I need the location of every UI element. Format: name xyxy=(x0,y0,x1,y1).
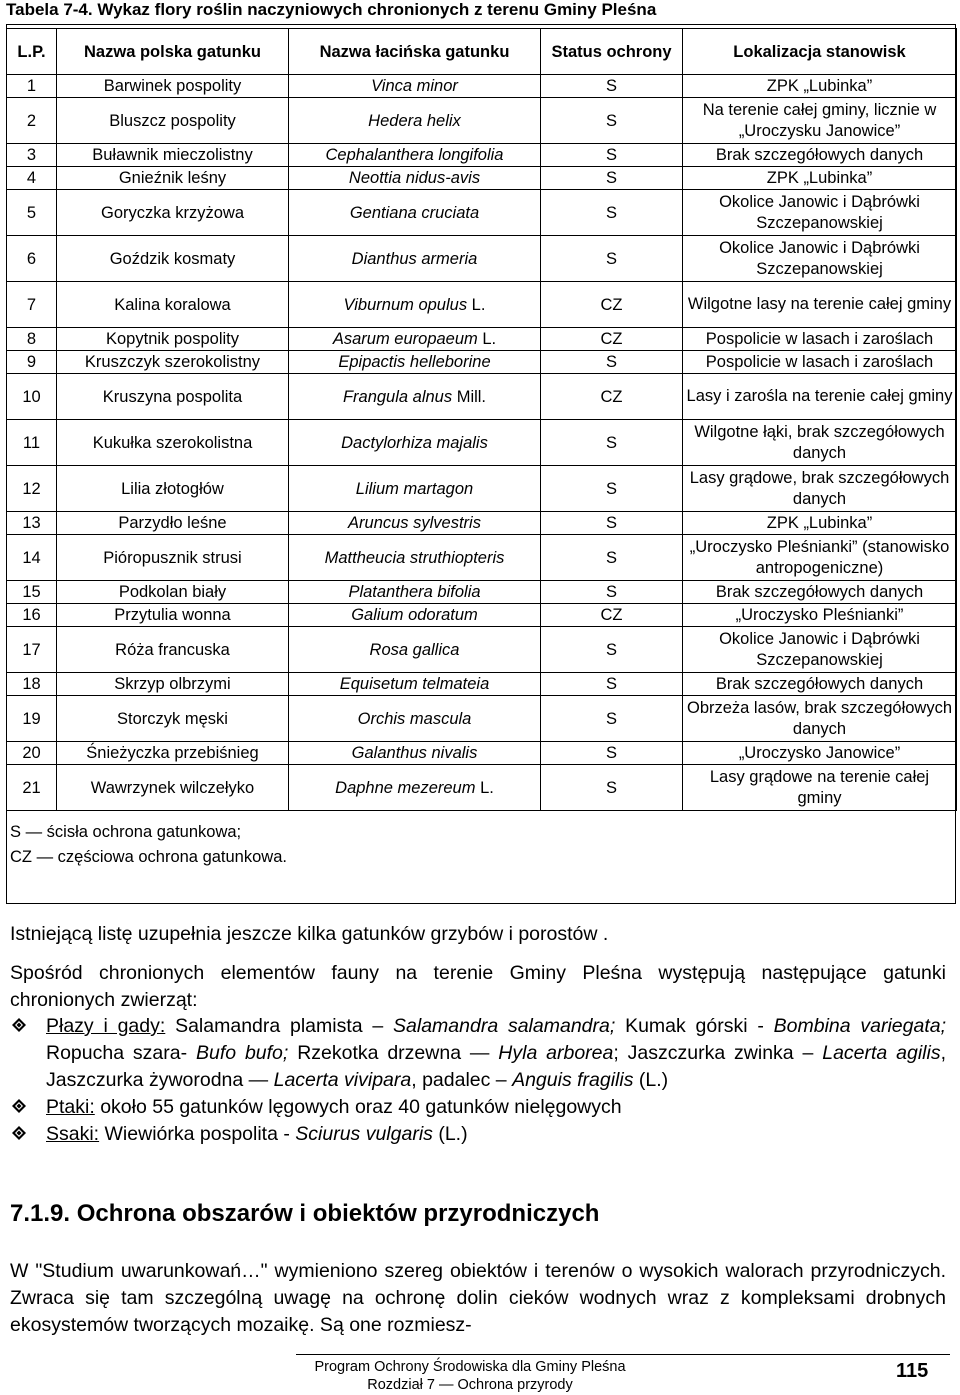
header-polish-name: Nazwa polska gatunku xyxy=(57,29,289,75)
latin-name-text: Aruncus sylvestris xyxy=(348,514,481,532)
latin-name-text: Platanthera bifolia xyxy=(348,583,481,601)
cell-polish-name: Skrzyp olbrzymi xyxy=(57,673,289,696)
mammals-label: Ssaki: xyxy=(46,1123,100,1145)
fauna-text: , Jaszczurka żyworodna — xyxy=(46,1042,946,1091)
cell-location: Brak szczegółowych danych xyxy=(683,581,957,604)
cell-polish-name: Kalina koralowa xyxy=(57,282,289,328)
cell-lp: 3 xyxy=(7,144,57,167)
latin-name-text: Daphne mezereum xyxy=(335,778,476,797)
cell-polish-name: Kukułka szerokolistna xyxy=(57,420,289,466)
cell-latin-name xyxy=(289,374,541,420)
list-item-mammals xyxy=(10,1121,946,1148)
cell-latin-name xyxy=(289,673,541,696)
cell-location: Lasy grądowe, brak szczegółowych danych xyxy=(683,466,957,512)
cell-latin-name xyxy=(289,98,541,144)
cell-status: S xyxy=(541,75,683,98)
amphibians-label: Płazy i gady: xyxy=(46,1015,166,1037)
cell-status: CZ xyxy=(541,374,683,420)
cell-polish-name: Parzydło leśne xyxy=(57,512,289,535)
cell-polish-name: Buławnik mieczolistny xyxy=(57,144,289,167)
cell-lp: 21 xyxy=(7,765,57,811)
cell-lp: 13 xyxy=(7,512,57,535)
cell-location: Wilgotne lasy na terenie całej gminy xyxy=(683,282,957,328)
cell-status: CZ xyxy=(541,604,683,627)
table-row xyxy=(7,742,957,765)
cell-status: S xyxy=(541,535,683,581)
cell-polish-name: Goździk kosmaty xyxy=(57,236,289,282)
fauna-text: Rzekotka drzewna — xyxy=(288,1042,499,1064)
cell-polish-name: Kopytnik pospolity xyxy=(57,328,289,351)
cell-location: Pospolicie w lasach i zaroślach xyxy=(683,328,957,351)
cell-status: S xyxy=(541,742,683,765)
author-abbrev: L. xyxy=(467,295,486,314)
fauna-text: (L.) xyxy=(432,1123,468,1145)
cell-latin-name xyxy=(289,167,541,190)
legend-partial: CZ — częściowa ochrona gatunkowa. xyxy=(10,848,287,866)
table-body xyxy=(7,75,957,811)
table-row xyxy=(7,512,957,535)
header-status: Status ochrony xyxy=(541,29,683,75)
table-row xyxy=(7,167,957,190)
cell-latin-name xyxy=(289,351,541,374)
cell-location: Okolice Janowic i Dąbrówki Szczepanowskiej xyxy=(683,190,957,236)
cell-status: S xyxy=(541,351,683,374)
table-row xyxy=(7,374,957,420)
fauna-text: (L.) xyxy=(633,1069,669,1091)
table-row xyxy=(7,696,957,742)
cell-polish-name: Gnieźnik leśny xyxy=(57,167,289,190)
table-row xyxy=(7,673,957,696)
cell-latin-name xyxy=(289,627,541,673)
fauna-text: , padalec – xyxy=(411,1069,513,1091)
cell-polish-name: Kruszczyk szerokolistny xyxy=(57,351,289,374)
author-abbrev: Mill. xyxy=(452,387,487,406)
latin-name-text: Orchis mascula xyxy=(357,709,472,728)
cell-lp: 2 xyxy=(7,98,57,144)
table-row xyxy=(7,466,957,512)
cell-location: Wilgotne łąki, brak szczegółowych danych xyxy=(683,420,957,466)
cell-lp: 12 xyxy=(7,466,57,512)
list-item-amphibians xyxy=(10,1013,946,1094)
flora-table xyxy=(6,28,957,811)
table-row xyxy=(7,144,957,167)
cell-lp: 14 xyxy=(7,535,57,581)
cell-status: S xyxy=(541,673,683,696)
latin-name: Sciurus vulgaris xyxy=(295,1123,433,1145)
diamond-bullet-icon xyxy=(12,1018,26,1032)
latin-name-text: Dianthus armeria xyxy=(351,249,478,268)
cell-status: S xyxy=(541,98,683,144)
cell-latin-name xyxy=(289,581,541,604)
cell-location: „Uroczysko Janowice” xyxy=(683,742,957,765)
table-title: Tabela 7-4. Wykaz flory roślin naczyniowych chronionych z terenu Gminy Pleśna xyxy=(6,0,657,19)
cell-lp: 6 xyxy=(7,236,57,282)
status-legend xyxy=(10,820,287,870)
latin-name: Salamandra salamandra; xyxy=(393,1015,616,1037)
page-number: 115 xyxy=(896,1360,929,1382)
cell-polish-name: Pióropusznik strusi xyxy=(57,535,289,581)
latin-name-text: Neottia nidus-avis xyxy=(348,169,481,187)
latin-name-text: Frangula alnus xyxy=(342,387,453,406)
cell-location: Pospolicie w lasach i zaroślach xyxy=(683,351,957,374)
cell-status: S xyxy=(541,144,683,167)
latin-name: Bufo bufo; xyxy=(195,1042,289,1064)
header-lp: L.P. xyxy=(7,29,57,75)
table-row xyxy=(7,604,957,627)
cell-latin-name xyxy=(289,282,541,328)
cell-latin-name xyxy=(289,328,541,351)
birds-label: Ptaki: xyxy=(46,1096,95,1118)
cell-location: Brak szczegółowych danych xyxy=(683,673,957,696)
cell-latin-name xyxy=(289,236,541,282)
fauna-text: około 55 gatunków lęgowych oraz 40 gatunków nielęgowych xyxy=(94,1096,622,1118)
table-row xyxy=(7,236,957,282)
cell-polish-name: Barwinek pospolity xyxy=(57,75,289,98)
cell-lp: 19 xyxy=(7,696,57,742)
cell-polish-name: Podkolan biały xyxy=(57,581,289,604)
diamond-bullet-icon xyxy=(12,1099,26,1113)
cell-latin-name xyxy=(289,696,541,742)
cell-lp: 18 xyxy=(7,673,57,696)
table-row xyxy=(7,581,957,604)
cell-location: Okolice Janowic i Dąbrówki Szczepanowskiej xyxy=(683,236,957,282)
cell-polish-name: Storczyk męski xyxy=(57,696,289,742)
cell-location: ZPK „Lubinka” xyxy=(683,512,957,535)
table-row xyxy=(7,420,957,466)
cell-status: S xyxy=(541,466,683,512)
latin-name: Lacerta vivipara xyxy=(273,1069,412,1091)
latin-name-text: Cephalanthera longifolia xyxy=(325,146,504,164)
latin-name-text: Rosa gallica xyxy=(369,640,460,659)
fauna-text: Kumak górski - xyxy=(615,1015,774,1037)
latin-name: Anguis fragilis xyxy=(512,1069,634,1091)
cell-lp: 20 xyxy=(7,742,57,765)
legend-strict: S — ścisła ochrona gatunkowa; xyxy=(10,823,242,841)
cell-location: „Uroczysko Pleśnianki” (stanowisko antropogeniczne) xyxy=(683,535,957,581)
paragraph-study: W "Studium uwarunkowań…" wymieniono szereg obiektów i terenów o wysokich walorach przyrodniczych. Zwraca się tam szczególną uwagę na ochronę dolin cieków wodnych wraz z kompleksami drobnych ekosystemów tworzących mozaikę. Są one rozmiesz- xyxy=(10,1260,946,1336)
cell-location: Na terenie całej gminy, licznie w „Uroczysku Janowice” xyxy=(683,98,957,144)
cell-lp: 7 xyxy=(7,282,57,328)
cell-lp: 5 xyxy=(7,190,57,236)
cell-latin-name xyxy=(289,190,541,236)
cell-lp: 11 xyxy=(7,420,57,466)
cell-latin-name xyxy=(289,466,541,512)
cell-latin-name xyxy=(289,75,541,98)
cell-status: S xyxy=(541,190,683,236)
table-row xyxy=(7,328,957,351)
cell-latin-name xyxy=(289,144,541,167)
cell-polish-name: Lilia złotogłów xyxy=(57,466,289,512)
latin-name-text: Galium odoratum xyxy=(351,606,478,624)
page-footer xyxy=(300,1358,640,1394)
table-header-row xyxy=(7,29,957,75)
latin-name-text: Viburnum opulus xyxy=(343,295,468,314)
cell-status: S xyxy=(541,167,683,190)
table-row xyxy=(7,627,957,673)
footer-program: Program Ochrony Środowiska dla Gminy Pleśna xyxy=(314,1359,626,1375)
cell-location: ZPK „Lubinka” xyxy=(683,75,957,98)
cell-location: Okolice Janowic i Dąbrówki Szczepanowskiej xyxy=(683,627,957,673)
cell-lp: 16 xyxy=(7,604,57,627)
cell-polish-name: Bluszcz pospolity xyxy=(57,98,289,144)
latin-name-text: Equisetum telmateia xyxy=(339,675,490,693)
cell-location: ZPK „Lubinka” xyxy=(683,167,957,190)
header-latin-name: Nazwa łacińska gatunku xyxy=(289,29,541,75)
fauna-text: ; Jaszczurka zwinka – xyxy=(613,1042,823,1064)
cell-status: S xyxy=(541,627,683,673)
cell-polish-name: Kruszyna pospolita xyxy=(57,374,289,420)
cell-status: S xyxy=(541,765,683,811)
header-location: Lokalizacja stanowisk xyxy=(683,29,957,75)
diamond-bullet-icon xyxy=(12,1126,26,1140)
cell-lp: 9 xyxy=(7,351,57,374)
cell-location: Lasy grądowe na terenie całej gminy xyxy=(683,765,957,811)
latin-name: Hyla arborea xyxy=(498,1042,614,1064)
cell-location: Brak szczegółowych danych xyxy=(683,144,957,167)
fauna-text: Salamandra plamista – xyxy=(165,1015,394,1037)
latin-name-text: Galanthus nivalis xyxy=(351,744,478,762)
cell-lp: 8 xyxy=(7,328,57,351)
table-row xyxy=(7,190,957,236)
latin-name-text: Gentiana cruciata xyxy=(349,203,480,222)
table-row xyxy=(7,282,957,328)
cell-lp: 1 xyxy=(7,75,57,98)
latin-name-text: Epipactis helleborine xyxy=(338,353,491,371)
latin-name-text: Lilium martagon xyxy=(355,479,474,498)
cell-status: CZ xyxy=(541,282,683,328)
latin-name-text: Mattheucia struthiopteris xyxy=(324,548,505,567)
section-heading: 7.1.9. Ochrona obszarów i obiektów przyrodniczych xyxy=(10,1200,600,1227)
author-abbrev: L. xyxy=(477,330,497,348)
latin-name: Lacerta agilis xyxy=(822,1042,941,1064)
cell-status: S xyxy=(541,420,683,466)
table-row xyxy=(7,765,957,811)
cell-status: S xyxy=(541,581,683,604)
cell-status: S xyxy=(541,236,683,282)
cell-latin-name xyxy=(289,604,541,627)
cell-latin-name xyxy=(289,765,541,811)
cell-location: Lasy i zarośla na terenie całej gminy xyxy=(683,374,957,420)
cell-lp: 17 xyxy=(7,627,57,673)
cell-status: S xyxy=(541,696,683,742)
cell-location: Obrzeża lasów, brak szczegółowych danych xyxy=(683,696,957,742)
cell-polish-name: Róża francuska xyxy=(57,627,289,673)
cell-lp: 15 xyxy=(7,581,57,604)
footer-divider xyxy=(296,1354,950,1355)
cell-status: S xyxy=(541,512,683,535)
cell-polish-name: Przytulia wonna xyxy=(57,604,289,627)
list-item-birds xyxy=(10,1094,946,1121)
cell-latin-name xyxy=(289,512,541,535)
cell-latin-name xyxy=(289,742,541,765)
cell-lp: 10 xyxy=(7,374,57,420)
cell-status: CZ xyxy=(541,328,683,351)
latin-name-text: Hedera helix xyxy=(368,111,461,130)
latin-name-text: Vinca minor xyxy=(371,77,458,95)
latin-name: Bombina variegata; xyxy=(773,1015,947,1037)
latin-name-text: Dactylorhiza majalis xyxy=(341,433,488,452)
cell-polish-name: Goryczka krzyżowa xyxy=(57,190,289,236)
table-row xyxy=(7,535,957,581)
cell-latin-name xyxy=(289,535,541,581)
footer-chapter: Rozdział 7 — Ochrona przyrody xyxy=(367,1377,573,1393)
cell-latin-name xyxy=(289,420,541,466)
cell-polish-name: Śnieżyczka przebiśnieg xyxy=(57,742,289,765)
paragraph-fauna-intro: Spośród chronionych elementów fauny na terenie Gminy Pleśna występują następujące gatunki chronionych zwierząt: xyxy=(10,962,946,1011)
cell-polish-name: Wawrzynek wilczełyko xyxy=(57,765,289,811)
fauna-list xyxy=(10,1013,946,1148)
table-row xyxy=(7,98,957,144)
cell-location: „Uroczysko Pleśnianki” xyxy=(683,604,957,627)
paragraph-fungi: Istniejącą listę uzupełnia jeszcze kilka gatunków grzybów i porostów . xyxy=(10,923,609,945)
fauna-text: Wiewiórka pospolita - xyxy=(99,1123,296,1145)
table-row xyxy=(7,75,957,98)
latin-name-text: Asarum europaeum xyxy=(332,330,478,348)
fauna-text: Ropucha szara- xyxy=(46,1042,196,1064)
table-row xyxy=(7,351,957,374)
author-abbrev: L. xyxy=(475,778,494,797)
cell-lp: 4 xyxy=(7,167,57,190)
